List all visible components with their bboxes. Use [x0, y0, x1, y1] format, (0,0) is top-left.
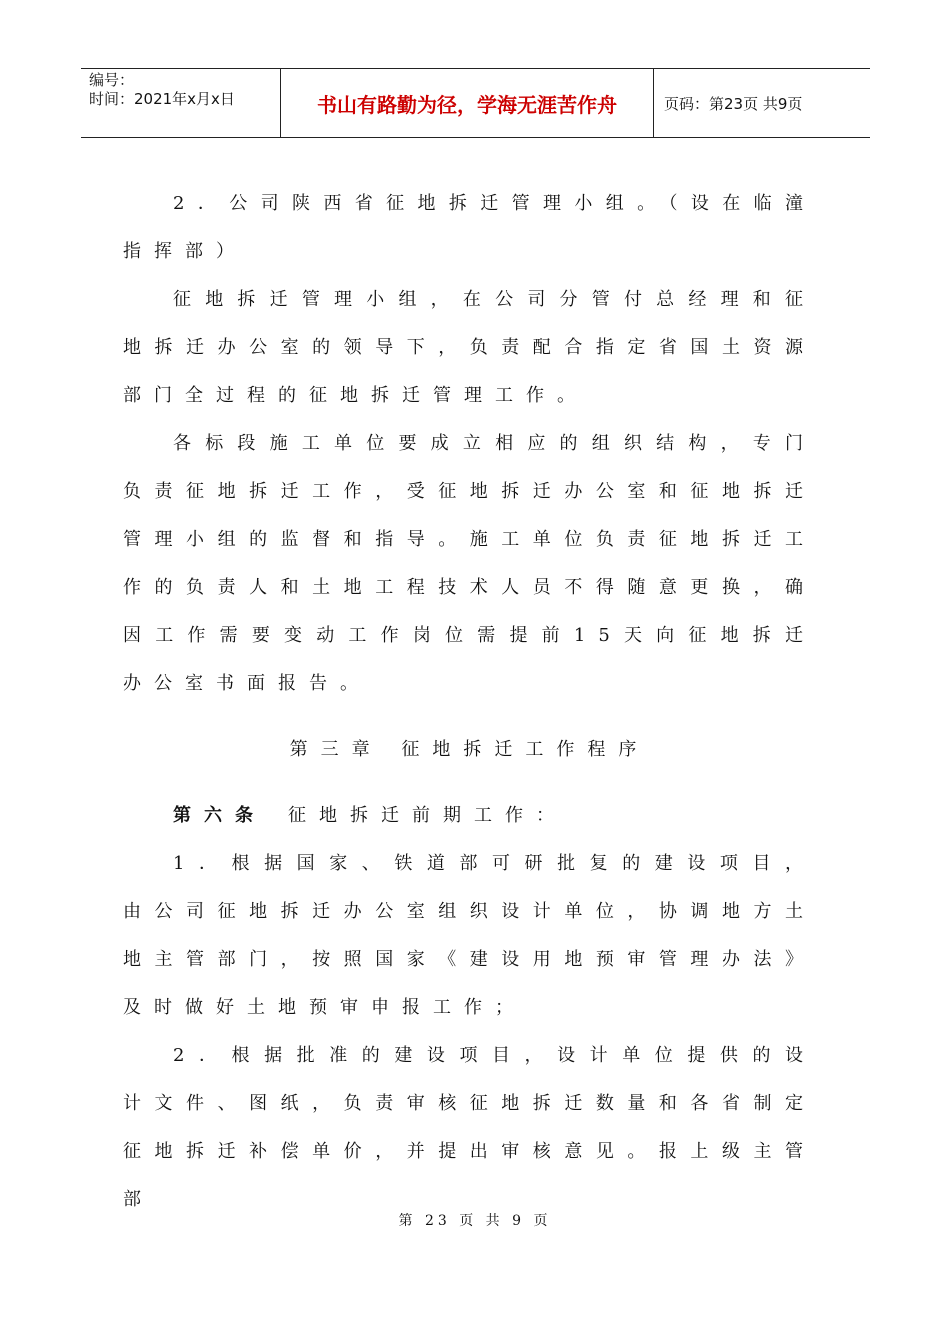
article-text: 征地拆迁前期工作：	[288, 805, 567, 826]
document-date-label: 时间：2021年x月x日	[89, 90, 235, 108]
chapter-heading: 第三章 征地拆迁工作程序	[289, 739, 650, 760]
header-page-number: 页码：第23页 共9页	[664, 94, 803, 113]
article-heading	[123, 792, 816, 840]
paragraph: 各标段施工单位要成立相应的组织结构，专门负责征地拆迁工作，受征地拆迁办公室和征地拆迁管理小组的监督和指导。施工单位负责征地拆迁工作的负责人和土地工程技术人员不得随意更换，确因工作需要变动工作岗位需提前15天向征地拆迁办公室书面报告。	[123, 433, 816, 694]
page-header	[81, 68, 870, 138]
document-number-label: 编号：	[89, 71, 135, 89]
paragraph: 2．根据批准的建设项目，设计单位提供的设计文件、图纸，负责审核征地拆迁数量和各省制定征地拆迁补偿单价，并提出审核意见。报上级主管部	[123, 1045, 816, 1210]
header-meta	[81, 69, 281, 137]
article-title: 第六条	[173, 805, 266, 826]
paragraph: 征地拆迁管理小组，在公司分管付总经理和征地拆迁办公室的领导下，负责配合指定省国土资源部门全过程的征地拆迁管理工作。	[123, 289, 816, 406]
paragraph: 1．根据国家、铁道部可研批复的建设项目，由公司征地拆迁办公室组织设计单位，协调地方土地主管部门，按照国家《建设用地预审管理办法》及时做好土地预审申报工作；	[123, 853, 816, 1018]
header-motto: 书山有路勤为径，学海无涯苦作舟	[281, 69, 654, 137]
document-body	[123, 180, 816, 1224]
paragraph: 2．公司陕西省征地拆迁管理小组。（设在临潼指挥部）	[123, 193, 816, 262]
page-footer: 第 23 页 共 9 页	[398, 1213, 552, 1229]
